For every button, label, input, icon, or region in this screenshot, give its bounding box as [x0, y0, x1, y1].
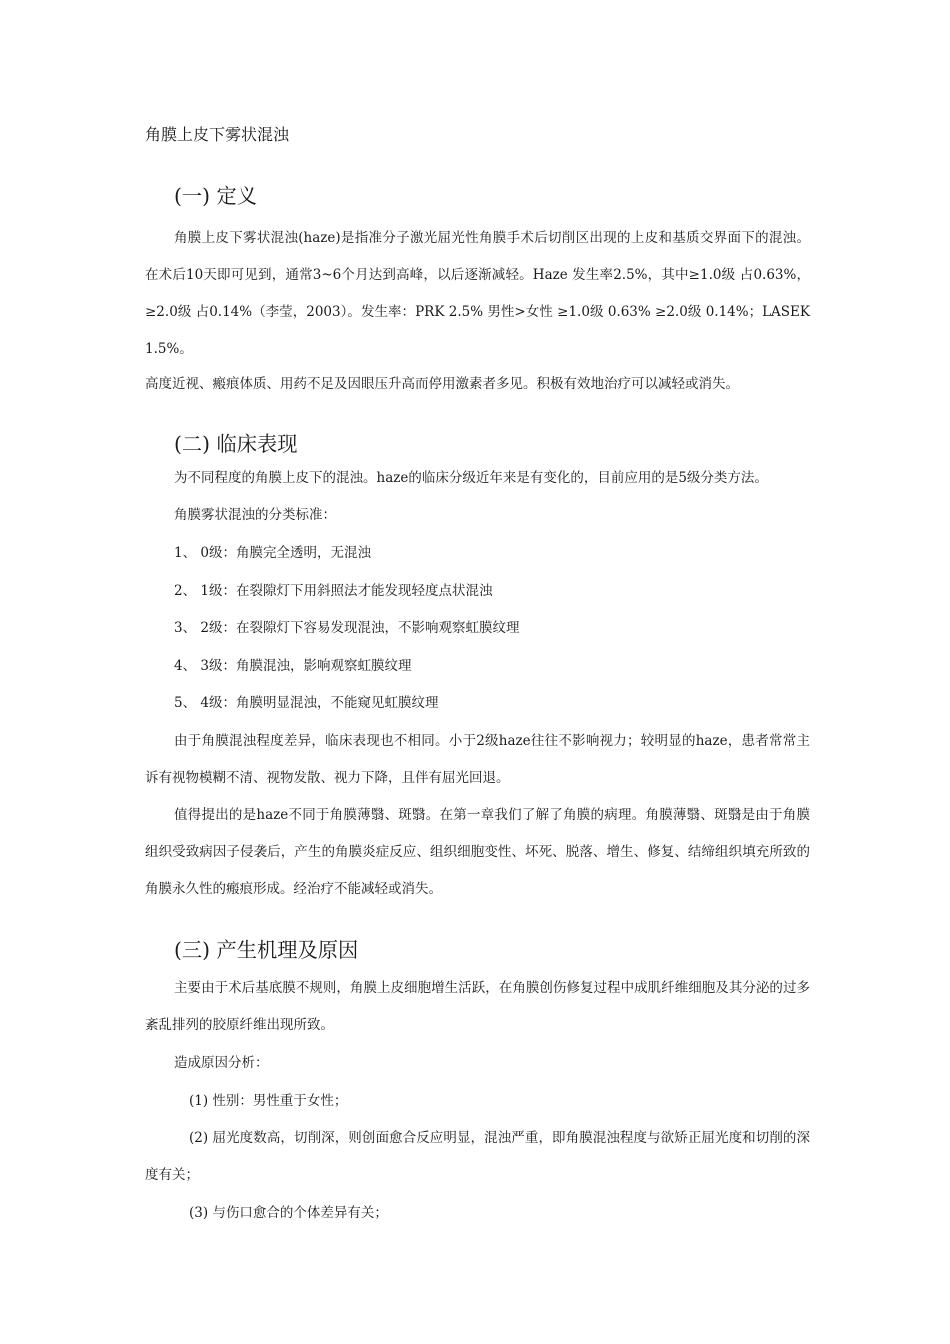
paragraph: 高度近视、瘢痕体质、用药不足及因眼压升高而停用激素者多见。积极有效地治疗可以减轻或消失。 — [145, 376, 739, 392]
paragraph: 值得提出的是haze不同于角膜薄翳、斑翳。在第一章我们了解了角膜的病理。角膜薄翳、斑翳是由于角膜组织受致病因子侵袭后，产生的角膜炎症反应、组织细胞变性、坏死、脱落、增生、修复、结缔组织填充所致的角膜永久性的瘢痕形成。经治疗不能减轻或消失。 — [145, 807, 810, 897]
paragraph: 由于角膜混浊程度差异，临床表现也不相同。小于2级haze往往不影响视力；较明显的haze，患者常常主诉有视物模糊不清、视物发散、视力下降，且伴有屈光回退。 — [145, 733, 810, 786]
list-item: 1、 0级：角膜完全透明，无混浊 — [174, 545, 371, 561]
paragraph: 角膜雾状混浊的分类标准： — [174, 507, 336, 523]
list-item: 3、 2级：在裂隙灯下容易发现混浊，不影响观察虹膜纹理 — [174, 620, 520, 636]
document-title: 角膜上皮下雾状混浊 — [145, 125, 290, 144]
paragraph: 为不同程度的角膜上皮下的混浊。haze的临床分级近年来是有变化的，目前应用的是5级分类方法。 — [174, 470, 768, 486]
list-item: (1) 性别：男性重于女性； — [189, 1093, 348, 1109]
paragraph: 造成原因分析： — [174, 1055, 269, 1071]
list-item: (3) 与伤口愈合的个体差异有关； — [189, 1205, 388, 1221]
section-heading-mechanism: (三) 产生机理及原因 — [174, 938, 359, 962]
paragraph: 主要由于术后基底膜不规则，角膜上皮细胞增生活跃，在角膜创伤修复过程中成肌纤维细胞及其分泌的过多紊乱排列的胶原纤维出现所致。 — [145, 980, 810, 1033]
list-item: 4、 3级：角膜混浊，影响观察虹膜纹理 — [174, 658, 412, 674]
section-heading-definition: (一) 定义 — [174, 184, 257, 208]
list-item: 5、 4级：角膜明显混浊，不能窥见虹膜纹理 — [174, 695, 439, 711]
list-item: (2) 屈光度数高，切削深，则创面愈合反应明显，混浊严重，即角膜混浊程度与欲矫正屈光度和切削的深度有关； — [145, 1130, 810, 1183]
paragraph: 角膜上皮下雾状混浊(haze)是指准分子激光屈光性角膜手术后切削区出现的上皮和基质交界面下的混浊。在术后10天即可见到，通常3~6个月达到高峰，以后逐渐减轻。Haze 发生率2.5%，其中≥1.0级 占0.63%，≥2.0级 占0.14%（李莹，2003）。发生率：PRK 2.5% 男性>女性 ≥1.0级 0.63% ≥2.0级 0.14%；LASEK 1.5%。 — [145, 230, 810, 357]
section-heading-clinical: (二) 临床表现 — [174, 432, 298, 456]
list-item: 2、 1级：在裂隙灯下用斜照法才能发现轻度点状混浊 — [174, 583, 493, 599]
